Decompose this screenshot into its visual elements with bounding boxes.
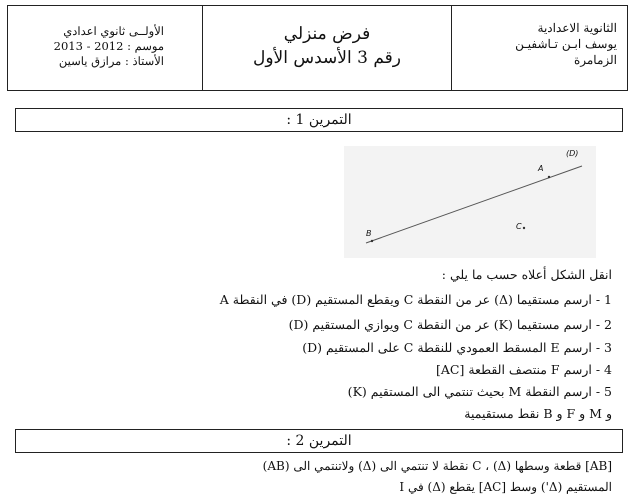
point-c-dot <box>523 227 525 229</box>
school-name: يوسف ابـن تـاشفيـن <box>515 37 617 51</box>
school-year: موسم : 2012 - 2013 <box>53 39 164 53</box>
school-type: الثانوية الاعدادية <box>537 21 617 35</box>
assignment-type: فرض منزلي <box>283 24 371 44</box>
exercise1-intro: انقل الشكل أعلاه حسب ما يلي : <box>441 267 612 282</box>
teacher-name: الأستاذ : مرازق ياسين <box>58 54 164 68</box>
figure-drawing <box>344 146 596 258</box>
point-c-label: C <box>516 222 522 231</box>
assignment-number: رقم 3 الأسدس الأول <box>252 48 401 68</box>
geometry-figure <box>344 146 596 258</box>
point-a-dot <box>548 176 550 178</box>
exercise2-line-1: [AB] قطعة وسطها (Δ) ، C نقطة لا تنتمي الى (Δ) ولاتنتمي الى (AB) <box>262 459 612 473</box>
exercise2-line-2: المستقيم (Δ') وسط [AC] يقطع (Δ) في I <box>399 480 612 494</box>
exercise1-item-2: 2 - ارسم مستقيما (K) عر من النقطة C ويوازي المستقيم (D) <box>288 317 612 332</box>
exercise1-item-5: 5 - ارسم النقطة M بحيث تنتمي الى المستقيم (K) <box>347 384 612 399</box>
header-table <box>7 5 628 91</box>
exercise1-item-1: 1 - ارسم مستقيما (Δ) عر من النقطة C ويقطع المستقيم (D) في النقطة A <box>219 292 612 307</box>
exercise2-title: التمرين 2 : <box>15 429 623 453</box>
point-b-label: B <box>366 229 372 238</box>
class-level: الأولــى ثانوي اعدادي <box>63 24 164 38</box>
line-d-label: (D) <box>566 149 579 158</box>
point-a-label: A <box>538 164 544 173</box>
school-info <box>451 6 627 90</box>
exercise1-item-4: 4 - ارسم F منتصف القطعة [AC] <box>436 362 612 377</box>
class-info <box>8 6 204 90</box>
point-b-dot <box>371 240 373 242</box>
exercise1-title: التمرين 1 : <box>15 108 623 132</box>
assignment-title <box>202 6 451 90</box>
exercise1-conclusion: و M و F و B نقط مستقيمية <box>464 406 612 421</box>
exercise1-item-3: 3 - ارسم E المسقط العمودي للنقطة C على المستقيم (D) <box>302 340 612 355</box>
school-city: الزمامرة <box>573 53 617 67</box>
